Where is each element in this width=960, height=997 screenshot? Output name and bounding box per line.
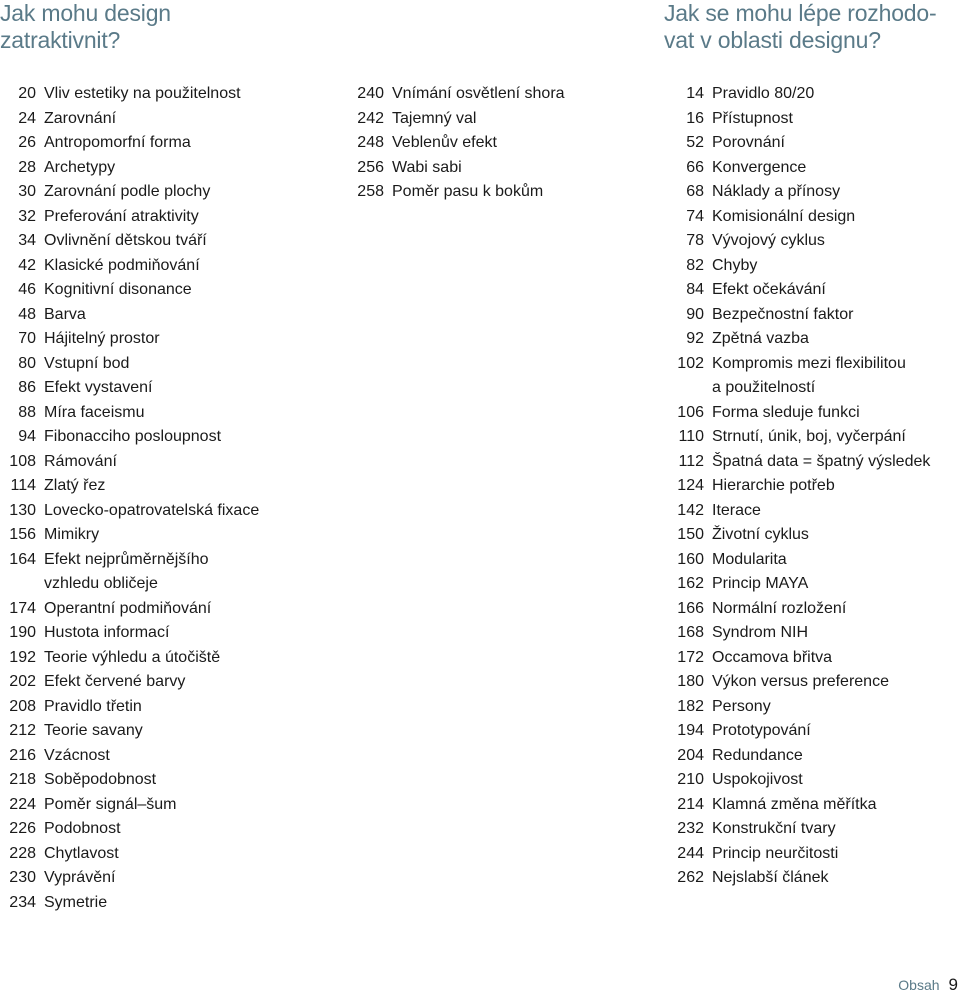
toc-entry-page-number: 14	[686, 85, 704, 102]
toc-entry-page-number: 224	[9, 795, 36, 813]
toc-entry-page-number: 156	[9, 526, 36, 543]
toc-entry-title: Vývojový cyklus	[712, 232, 825, 249]
toc-entry-page-number: 20	[18, 85, 36, 102]
toc-entry[interactable]	[0, 891, 300, 916]
toc-entry-page-number: 26	[18, 134, 36, 151]
toc-entry-page-number: 208	[9, 697, 36, 715]
toc-entry-title: Vliv estetiky na použitelnost	[44, 85, 241, 102]
toc-entry[interactable]	[0, 621, 300, 646]
toc-entry-page-number: 32	[18, 207, 36, 225]
toc-entry-page-number: 28	[18, 158, 36, 176]
toc-entry[interactable]	[660, 817, 960, 842]
toc-entry-page-number: 256	[357, 158, 384, 176]
toc-entry[interactable]	[0, 303, 300, 328]
toc-entry-title: Zarovnání podle plochy	[44, 183, 211, 200]
toc-entry[interactable]	[660, 107, 960, 132]
toc-entry-title: Ovlivnění dětskou tváří	[44, 232, 207, 249]
toc-entry-title: Zarovnání	[44, 109, 117, 127]
toc-entry-title: Pravidlo 80/20	[712, 85, 815, 102]
toc-entry-page-number: 164	[9, 550, 36, 568]
toc-entry[interactable]	[0, 670, 300, 695]
toc-entry-page-number: 214	[677, 795, 704, 813]
toc-entry-title: Podobnost	[44, 820, 121, 837]
toc-entry-title: Teorie výhledu a útočiště	[44, 648, 221, 666]
toc-entry-page-number: 34	[18, 232, 36, 249]
toc-entry-page-number: 66	[686, 158, 704, 176]
toc-entry[interactable]	[660, 156, 960, 181]
toc-entry-title: Nejslabší článek	[712, 869, 829, 886]
toc-entry-page-number: 244	[677, 844, 704, 862]
toc-entry-title: Chytlavost	[44, 844, 119, 862]
toc-entry-page-number: 42	[18, 256, 36, 274]
toc-entry-title: Tajemný val	[392, 109, 477, 127]
toc-entry-title: Efekt očekávání	[712, 281, 826, 298]
toc-entry-page-number: 92	[686, 330, 704, 347]
toc-entry-title: Fibonacciho posloupnost	[44, 428, 222, 445]
toc-entry[interactable]	[0, 793, 300, 818]
toc-entry[interactable]	[330, 156, 630, 181]
toc-entry[interactable]	[0, 376, 300, 401]
toc-entry-title: Zpětná vazba	[712, 330, 809, 347]
toc-entry-title: Redundance	[712, 746, 803, 764]
toc-entry[interactable]	[0, 499, 300, 524]
toc-entry-page-number: 130	[9, 501, 36, 519]
toc-entry[interactable]	[0, 450, 300, 475]
toc-entry[interactable]	[660, 278, 960, 303]
toc-entry[interactable]	[330, 82, 630, 107]
toc-entry[interactable]	[660, 352, 960, 401]
toc-column-3	[660, 82, 960, 891]
page-footer	[898, 975, 958, 995]
toc-entry[interactable]	[0, 474, 300, 499]
toc-entry-page-number: 242	[357, 109, 384, 127]
toc-entry[interactable]	[660, 327, 960, 352]
toc-entry-page-number: 202	[9, 673, 36, 690]
toc-entry-title: Přístupnost	[712, 109, 793, 127]
toc-entry-title: Poměr signál–šum	[44, 795, 177, 813]
toc-entry-title: Zlatý řez	[44, 477, 106, 494]
toc-entry-page-number: 192	[9, 648, 36, 666]
toc-entry-title: Operantní podmiňování	[44, 599, 212, 617]
toc-entry[interactable]	[660, 866, 960, 891]
toc-entry[interactable]	[0, 719, 300, 744]
toc-entry[interactable]	[660, 131, 960, 156]
toc-entry-title: Teorie savany	[44, 722, 143, 739]
toc-entry[interactable]	[0, 254, 300, 279]
toc-entry-page-number: 180	[677, 673, 704, 690]
toc-entry-title: Klamná změna měřítka	[712, 795, 877, 813]
toc-entry-title: Kognitivní disonance	[44, 281, 192, 298]
toc-entry[interactable]	[660, 793, 960, 818]
toc-entry-title: Archetypy	[44, 158, 116, 176]
toc-entry[interactable]	[660, 842, 960, 867]
toc-entry-page-number: 68	[686, 183, 704, 200]
toc-entry-title: Preferování atraktivity	[44, 207, 199, 225]
toc-entry-title: Vzácnost	[44, 746, 110, 764]
section-heading-decisions: Jak se mohu lépe rozhodo- vat v oblasti designu?	[664, 0, 937, 53]
toc-entry-page-number: 84	[686, 281, 704, 298]
toc-column-2	[330, 82, 630, 205]
toc-entry-title: Výkon versus preference	[712, 673, 889, 690]
toc-entry[interactable]	[660, 744, 960, 769]
toc-entry-title: Persony	[712, 697, 771, 715]
toc-entry-title: Míra faceismu	[44, 403, 145, 421]
toc-entry-title: Uspokojivost	[712, 771, 803, 788]
toc-entry-title: Vstupní bod	[44, 354, 130, 372]
toc-entry-title: Wabi sabi	[392, 158, 462, 176]
toc-entry-title: Princip neurčitosti	[712, 844, 839, 862]
toc-entry-title: Forma sleduje funkci	[712, 403, 860, 421]
toc-entry-page-number: 190	[9, 624, 36, 641]
toc-entry-title: Veblenův efekt	[392, 134, 497, 151]
toc-entry-title: Klasické podmiňování	[44, 256, 200, 274]
toc-entry-page-number: 172	[677, 648, 704, 666]
toc-entry[interactable]	[660, 254, 960, 279]
toc-entry-page-number: 210	[677, 771, 704, 788]
toc-entry-title: Náklady a přínosy	[712, 183, 841, 200]
toc-entry-page-number: 212	[9, 722, 36, 739]
toc-entry-page-number: 108	[9, 452, 36, 470]
toc-entry-title: Efekt nejprůměrnějšího vzhledu obličeje	[44, 550, 209, 592]
toc-entry-page-number: 232	[677, 820, 704, 837]
toc-entry[interactable]	[0, 401, 300, 426]
toc-entry-page-number: 162	[677, 575, 704, 592]
toc-entry[interactable]	[660, 425, 960, 450]
toc-entry[interactable]	[660, 180, 960, 205]
toc-entry-title: Strnutí, únik, boj, vyčerpání	[712, 428, 906, 445]
toc-entry-page-number: 258	[357, 183, 384, 200]
toc-entry-title: Kompromis mezi flexibilitou a použitelností	[712, 354, 906, 396]
toc-entry[interactable]	[330, 180, 630, 205]
toc-entry-title: Životní cyklus	[712, 526, 809, 543]
toc-entry-title: Konvergence	[712, 158, 807, 176]
toc-entry-title: Hierarchie potřeb	[712, 477, 835, 494]
toc-entry[interactable]	[0, 523, 300, 548]
toc-entry-page-number: 106	[677, 403, 704, 421]
toc-entry-page-number: 78	[686, 232, 704, 249]
toc-entry[interactable]	[0, 744, 300, 769]
toc-entry-page-number: 234	[9, 893, 36, 911]
toc-entry-page-number: 110	[678, 428, 704, 445]
toc-entry[interactable]	[0, 229, 300, 254]
toc-entry-page-number: 228	[9, 844, 36, 862]
toc-entry[interactable]	[330, 107, 630, 132]
toc-entry-page-number: 204	[677, 746, 704, 764]
toc-entry-title: Syndrom NIH	[712, 624, 809, 641]
toc-entry-title: Poměr pasu k bokům	[392, 183, 544, 200]
toc-entry-title: Efekt vystavení	[44, 379, 153, 396]
toc-entry[interactable]	[0, 278, 300, 303]
toc-entry-page-number: 48	[18, 305, 36, 323]
toc-entry[interactable]	[660, 768, 960, 793]
toc-entry-page-number: 262	[677, 869, 704, 886]
toc-entry-page-number: 230	[9, 869, 36, 886]
toc-entry-title: Pravidlo třetin	[44, 697, 142, 715]
toc-entry-page-number: 86	[18, 379, 36, 396]
toc-entry-page-number: 194	[677, 722, 704, 739]
toc-entry-title: Chyby	[712, 256, 758, 274]
toc-entry-title: Vnímání osvětlení shora	[392, 85, 565, 102]
toc-entry[interactable]	[660, 205, 960, 230]
toc-entry-page-number: 112	[678, 452, 704, 470]
toc-entry[interactable]	[660, 646, 960, 671]
toc-entry[interactable]	[0, 817, 300, 842]
toc-entry-title: Komisionální design	[712, 207, 856, 225]
toc-entry-page-number: 248	[357, 134, 384, 151]
toc-entry-title: Mimikry	[44, 526, 100, 543]
toc-entry-page-number: 182	[677, 697, 704, 715]
toc-entry[interactable]	[0, 866, 300, 891]
toc-entry-page-number: 80	[18, 354, 36, 372]
toc-entry-page-number: 52	[686, 134, 704, 151]
toc-entry-title: Barva	[44, 305, 86, 323]
toc-entry[interactable]	[660, 695, 960, 720]
toc-entry-title: Soběpodobnost	[44, 771, 157, 788]
toc-entry[interactable]	[660, 401, 960, 426]
toc-entry[interactable]	[0, 205, 300, 230]
toc-entry-title: Antropomorfní forma	[44, 134, 191, 151]
toc-entry[interactable]	[0, 768, 300, 793]
toc-entry-page-number: 90	[686, 305, 704, 323]
toc-entry-page-number: 88	[18, 403, 36, 421]
toc-entry[interactable]	[0, 842, 300, 867]
toc-entry[interactable]	[0, 327, 300, 352]
toc-entry-title: Rámování	[44, 452, 117, 470]
toc-entry[interactable]	[660, 499, 960, 524]
toc-entry-title: Vyprávění	[44, 869, 116, 886]
toc-entry[interactable]	[330, 131, 630, 156]
toc-entry-page-number: 16	[686, 109, 704, 127]
toc-entry[interactable]	[0, 548, 300, 597]
toc-entry[interactable]	[660, 670, 960, 695]
toc-entry[interactable]	[660, 82, 960, 107]
toc-entry-page-number: 30	[18, 183, 36, 200]
toc-entry-title: Efekt červené barvy	[44, 673, 186, 690]
toc-entry-page-number: 142	[677, 501, 704, 519]
toc-entry-title: Špatná data = špatný výsledek	[712, 452, 931, 470]
toc-entry-page-number: 150	[677, 526, 704, 543]
footer-page-number: 9	[948, 975, 958, 994]
toc-entry-page-number: 24	[18, 109, 36, 127]
toc-entry[interactable]	[660, 523, 960, 548]
toc-entry-page-number: 74	[686, 207, 704, 225]
toc-entry-title: Prototypování	[712, 722, 811, 739]
toc-entry[interactable]	[660, 474, 960, 499]
toc-entry-page-number: 226	[9, 820, 36, 837]
toc-entry-title: Lovecko-opatrovatelská fixace	[44, 501, 260, 519]
toc-entry[interactable]	[660, 621, 960, 646]
toc-entry-title: Normální rozložení	[712, 599, 847, 617]
toc-entry-page-number: 124	[677, 477, 704, 494]
toc-entry[interactable]	[0, 597, 300, 622]
toc-entry-page-number: 216	[9, 746, 36, 764]
toc-entry[interactable]	[0, 180, 300, 205]
toc-entry-page-number: 160	[677, 550, 704, 568]
toc-entry[interactable]	[0, 352, 300, 377]
toc-entry[interactable]	[660, 548, 960, 573]
toc-entry-title: Hájitelný prostor	[44, 330, 160, 347]
toc-entry-title: Porovnání	[712, 134, 785, 151]
toc-entry-page-number: 168	[677, 624, 704, 641]
toc-entry[interactable]	[0, 425, 300, 450]
toc-entry-title: Occamova břitva	[712, 648, 833, 666]
toc-entry-title: Iterace	[712, 501, 761, 519]
toc-entry-title: Symetrie	[44, 893, 108, 911]
toc-entry-page-number: 240	[357, 85, 384, 102]
section-heading-attractiveness: Jak mohu design zatraktivnit?	[0, 0, 171, 53]
toc-entry[interactable]	[0, 131, 300, 156]
toc-entry-title: Princip MAYA	[712, 575, 809, 592]
toc-entry[interactable]	[660, 719, 960, 744]
toc-entry[interactable]	[0, 646, 300, 671]
toc-entry-title: Konstrukční tvary	[712, 820, 836, 837]
footer-section-label: Obsah	[898, 977, 940, 993]
toc-entry-page-number: 166	[677, 599, 704, 617]
toc-entry[interactable]	[660, 450, 960, 475]
toc-entry[interactable]	[0, 695, 300, 720]
toc-entry-page-number: 174	[9, 599, 36, 617]
toc-entry[interactable]	[660, 572, 960, 597]
toc-entry[interactable]	[660, 229, 960, 254]
toc-entry[interactable]	[660, 597, 960, 622]
toc-entry[interactable]	[660, 303, 960, 328]
toc-entry-page-number: 102	[677, 354, 704, 372]
toc-entry-page-number: 218	[9, 771, 36, 788]
toc-entry-title: Bezpečnostní faktor	[712, 305, 854, 323]
toc-entry-page-number: 82	[686, 256, 704, 274]
toc-entry-page-number: 94	[18, 428, 36, 445]
toc-entry-page-number: 114	[10, 477, 36, 494]
toc-entry-page-number: 70	[18, 330, 36, 347]
toc-entry[interactable]	[0, 107, 300, 132]
toc-entry[interactable]	[0, 82, 300, 107]
toc-entry[interactable]	[0, 156, 300, 181]
toc-entry-title: Hustota informací	[44, 624, 170, 641]
toc-entry-page-number: 46	[18, 281, 36, 298]
toc-column-1	[0, 82, 300, 915]
toc-entry-title: Modularita	[712, 550, 787, 568]
